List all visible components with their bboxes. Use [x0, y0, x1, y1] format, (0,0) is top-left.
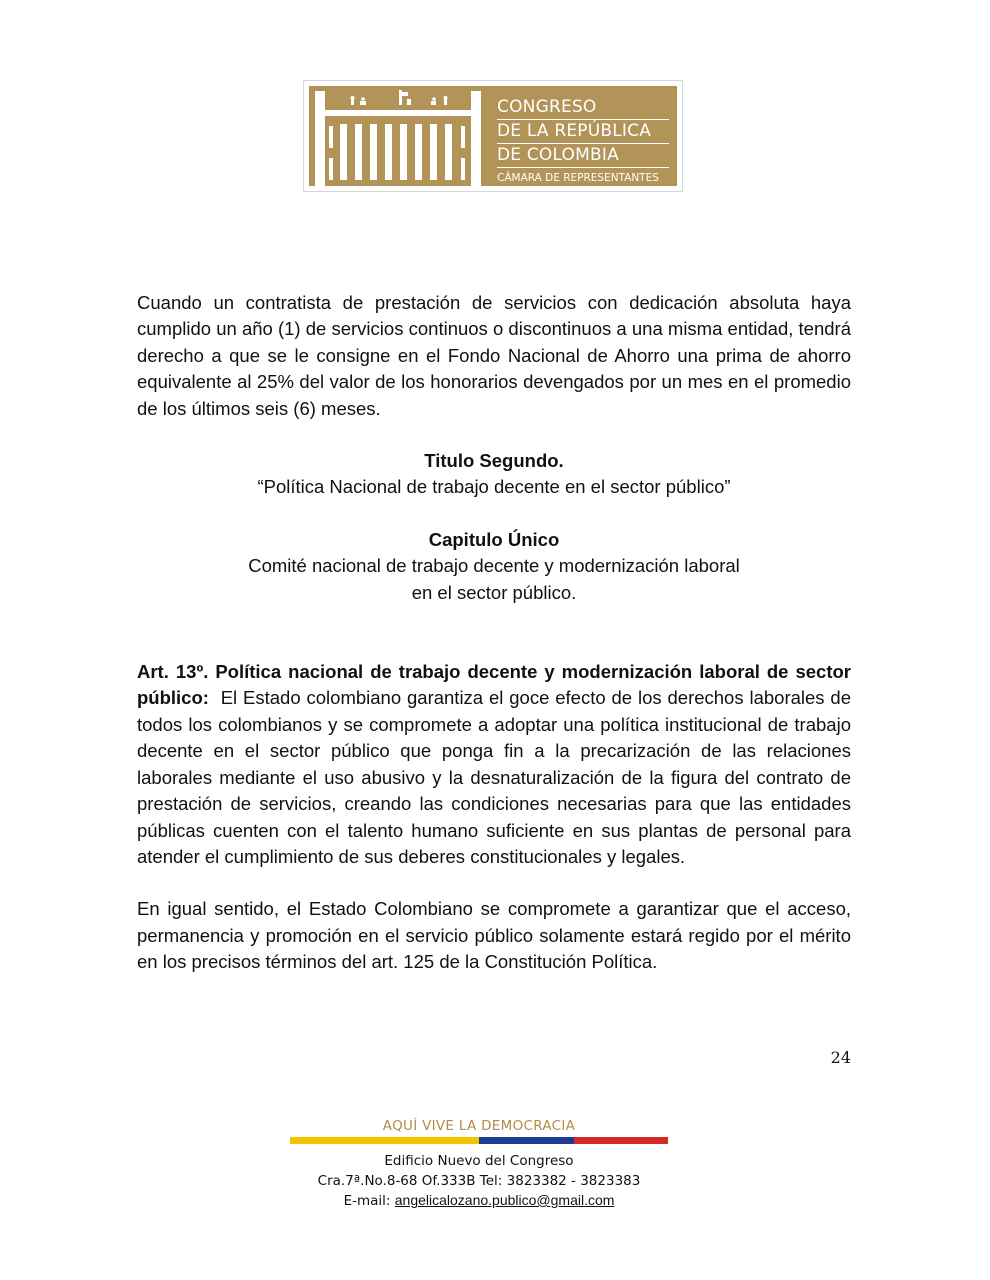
email-link[interactable]: angelicalozano.publico@gmail.com — [394, 1192, 615, 1208]
flag-blue-stripe — [479, 1137, 574, 1144]
page-footer — [290, 1116, 668, 1212]
footer-address: Cra.7ª.No.8-68 Of.333B Tel: 3823382 - 3823383 — [317, 1172, 641, 1189]
logo-line: CONGRESO — [497, 96, 669, 120]
chapter-title-line: en el sector público. — [411, 581, 577, 603]
chapter-heading: Capitulo Único — [428, 528, 560, 550]
logo-line: DE COLOMBIA — [497, 144, 669, 168]
colombia-flag-stripe — [290, 1137, 668, 1144]
logo-subtitle: CÁMARA DE REPRESENTANTES — [497, 172, 659, 184]
document-body — [137, 290, 851, 976]
title-subheading: “Política Nacional de trabajo decente en el sector público” — [257, 476, 731, 498]
article-text: El Estado colombiano garantiza el goce efecto de los derechos laborales de todos los colombianos y se compromete a adoptar una política institucional de trabajo decente en el sector público que ponga fin a la precarización de las relaciones laborales mediante el uso abusivo y la desnaturalización de la figura del contrato de prestación de servicios, creando las condiciones necesarias para que las entidades públicas cuenten con el talento humano suficiente en sus plantas de personal para atender el cumplimiento de sus deberes constitucionales y legales. — [137, 687, 852, 867]
logo-wordmark — [497, 96, 669, 187]
logo-line: DE LA REPÚBLICA — [497, 120, 669, 144]
intro-paragraph: Cuando un contratista de prestación de servicios con dedicación absoluta haya cumplido un año (1) de servicios continuos o discontinuos a una misma entidad, tendrá derecho a que se le consigne en el Fondo Nacional de Ahorro una prima de ahorro equivalente al 25% del valor de los honorarios devengados por un mes en el promedio de los últimos seis (6) meses. — [137, 292, 851, 419]
article-heading: Art. 13º. Política nacional de trabajo decente y modernización laboral de sector público: — [137, 661, 851, 709]
article-13-paragraph — [137, 659, 851, 870]
footer-slogan: AQUÍ VIVE LA DEMOCRACIA — [382, 1118, 576, 1134]
page-number: 24 — [830, 1048, 851, 1067]
chapter-title-line: Comité nacional de trabajo decente y modernización laboral — [248, 555, 740, 577]
flag-yellow-stripe — [290, 1137, 479, 1144]
footer-email-line — [290, 1191, 668, 1212]
flag-red-stripe — [574, 1137, 669, 1144]
closing-paragraph: En igual sentido, el Estado Colombiano se compromete a garantizar que el acceso, permanencia y promoción en el servicio público solamente estará regido por el mérito en los precisos términos del art. 125 de la Constitución Política. — [137, 898, 851, 973]
email-label: E-mail: — [343, 1193, 391, 1209]
congress-logo — [303, 80, 683, 192]
title-heading: Titulo Segundo. — [424, 450, 564, 472]
footer-building: Edificio Nuevo del Congreso — [384, 1153, 574, 1169]
logo-panel — [309, 86, 677, 186]
capitol-building-icon — [315, 86, 481, 186]
